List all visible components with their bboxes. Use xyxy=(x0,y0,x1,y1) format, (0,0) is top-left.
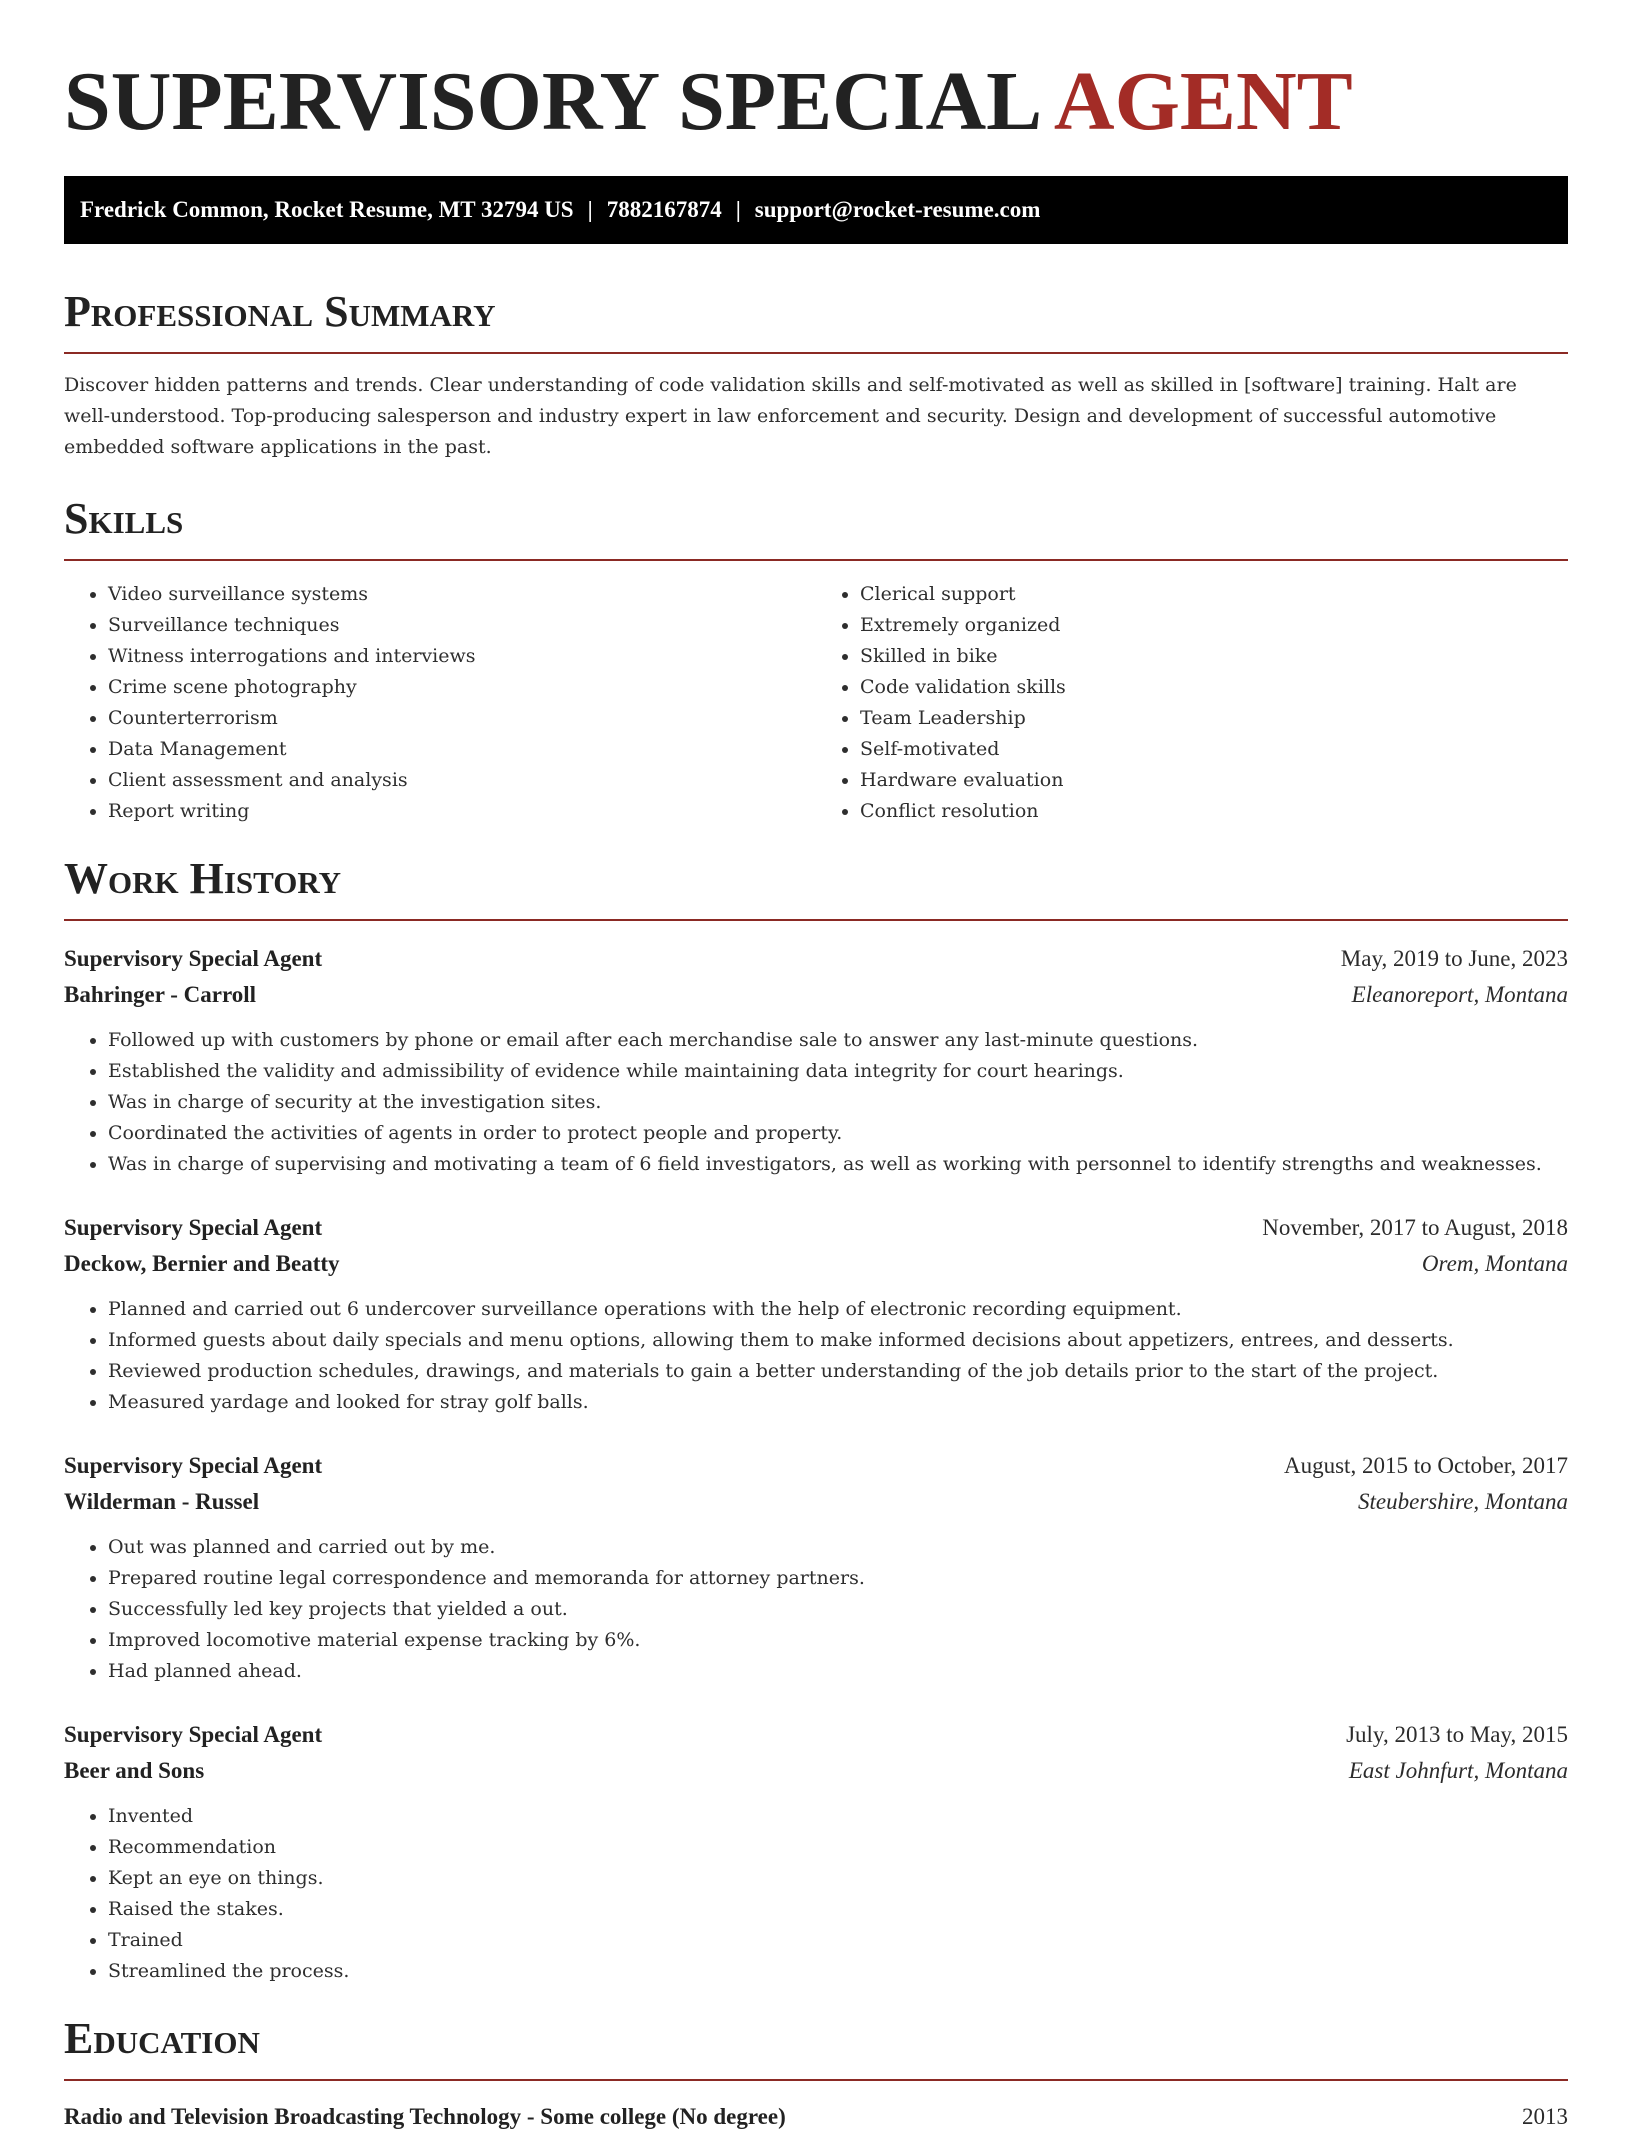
job-company-row xyxy=(64,977,1568,1013)
job-location: Steubershire, Montana xyxy=(1358,1489,1568,1514)
skill-item: • Skilled in bike xyxy=(860,641,1568,672)
job-bullets xyxy=(64,1801,1568,1987)
skill-item: • Data Management xyxy=(108,734,816,765)
skill-item: • Conflict resolution xyxy=(860,796,1568,827)
skills-list-right xyxy=(816,579,1568,827)
job-bullet: • Was in charge of supervising and motivating a team of 6 field investigators, as well as working with personnel to identify strengths and weaknesses. xyxy=(108,1149,1568,1180)
job-bullet: • Recommendation xyxy=(108,1832,1568,1863)
job-bullet: • Improved locomotive material expense tracking by 6%. xyxy=(108,1625,1568,1656)
title-accent: AGENT xyxy=(1053,55,1353,148)
skill-item: • Self-motivated xyxy=(860,734,1568,765)
skill-item: • Video surveillance systems xyxy=(108,579,816,610)
summary-heading: Professional Summary xyxy=(64,286,1568,354)
job-entry xyxy=(64,1210,1568,1418)
summary-text: Discover hidden patterns and trends. Clear understanding of code validation skills and self-motivated as well as skilled in [software] training. Halt are well-understood. Top-producing salesperson and industry expert in law enforcement and security. Design and development of successful automotive embedded software applications in the past. xyxy=(64,374,1517,458)
job-company: Deckow, Bernier and Beatty xyxy=(64,1251,340,1276)
job-bullet: • Out was planned and carried out by me. xyxy=(108,1532,1568,1563)
skills-section xyxy=(64,493,1568,827)
job-company-row xyxy=(64,1246,1568,1282)
contact-separator: | xyxy=(735,197,741,222)
job-entry xyxy=(64,941,1568,1180)
skill-item: • Clerical support xyxy=(860,579,1568,610)
job-title: Supervisory Special Agent xyxy=(64,1453,323,1478)
job-title: Supervisory Special Agent xyxy=(64,946,323,971)
skill-item: • Witness interrogations and interviews xyxy=(108,641,816,672)
job-bullets xyxy=(64,1025,1568,1180)
contact-separator: | xyxy=(587,197,593,222)
job-company-row xyxy=(64,1484,1568,1520)
job-location: Orem, Montana xyxy=(1421,1251,1568,1276)
job-bullet: • Was in charge of security at the investigation sites. xyxy=(108,1087,1568,1118)
job-title: Supervisory Special Agent xyxy=(64,1722,323,1747)
contact-phone: 7882167874 xyxy=(606,197,722,222)
job-bullet: • Planned and carried out 6 undercover surveillance operations with the help of electronic recording equipment. xyxy=(108,1294,1568,1325)
job-dates: May, 2019 to June, 2023 xyxy=(1340,946,1568,971)
education-section xyxy=(64,2013,1568,2135)
job-dates: August, 2015 to October, 2017 xyxy=(1284,1453,1568,1478)
job-bullet: • Coordinated the activities of agents in order to protect people and property. xyxy=(108,1118,1568,1149)
job-bullet: • Prepared routine legal correspondence and memoranda for attorney partners. xyxy=(108,1563,1568,1594)
job-company: Beer and Sons xyxy=(64,1758,205,1783)
job-bullet: • Invented xyxy=(108,1801,1568,1832)
education-degree: Radio and Television Broadcasting Technology - Some college (No degree) xyxy=(64,2104,786,2129)
job-bullets xyxy=(64,1532,1568,1687)
skills-list-left xyxy=(64,579,816,827)
skill-item: • Client assessment and analysis xyxy=(108,765,816,796)
job-header-row xyxy=(64,1210,1568,1246)
title-main: SUPERVISORY SPECIAL xyxy=(64,55,1038,148)
job-company: Bahringer - Carroll xyxy=(64,982,257,1007)
job-bullet: • Followed up with customers by phone or email after each merchandise sale to answer any last-minute questions. xyxy=(108,1025,1568,1056)
skill-item: • Report writing xyxy=(108,796,816,827)
job-location: East Johnfurt, Montana xyxy=(1348,1758,1568,1783)
job-entry xyxy=(64,1448,1568,1687)
job-bullet: • Reviewed production schedules, drawings, and materials to gain a better understanding of the job details prior to the start of the project. xyxy=(108,1356,1568,1387)
job-bullet: • Successfully led key projects that yielded a out. xyxy=(108,1594,1568,1625)
job-header-row xyxy=(64,941,1568,977)
job-bullet: • Streamlined the process. xyxy=(108,1956,1568,1987)
job-bullet: • Raised the stakes. xyxy=(108,1894,1568,1925)
skill-item: • Team Leadership xyxy=(860,703,1568,734)
job-entry xyxy=(64,1717,1568,1987)
work-history-section xyxy=(64,853,1568,1987)
job-company-row xyxy=(64,1753,1568,1789)
job-location: Eleanoreport, Montana xyxy=(1351,982,1568,1007)
page-title xyxy=(64,0,1568,146)
education-row xyxy=(64,2099,1568,2135)
job-dates: July, 2013 to May, 2015 xyxy=(1346,1722,1568,1747)
skill-item: • Crime scene photography xyxy=(108,672,816,703)
skill-item: • Extremely organized xyxy=(860,610,1568,641)
job-company: Wilderman - Russel xyxy=(64,1489,260,1514)
skills-heading: Skills xyxy=(64,493,1568,561)
skill-item: • Code validation skills xyxy=(860,672,1568,703)
contact-bar xyxy=(64,176,1568,244)
job-bullet: • Kept an eye on things. xyxy=(108,1863,1568,1894)
job-header-row xyxy=(64,1717,1568,1753)
job-title: Supervisory Special Agent xyxy=(64,1215,323,1240)
skills-grid xyxy=(64,579,1568,827)
education-heading: Education xyxy=(64,2013,1568,2081)
summary-section xyxy=(64,286,1568,463)
work-history-heading: Work History xyxy=(64,853,1568,921)
job-bullet: • Had planned ahead. xyxy=(108,1656,1568,1687)
skill-item: • Counterterrorism xyxy=(108,703,816,734)
job-bullet: • Measured yardage and looked for stray golf balls. xyxy=(108,1387,1568,1418)
job-bullets xyxy=(64,1294,1568,1418)
job-bullet: • Trained xyxy=(108,1925,1568,1956)
skill-item: • Hardware evaluation xyxy=(860,765,1568,796)
job-bullet: • Informed guests about daily specials and menu options, allowing them to make informed decisions about appetizers, entrees, and desserts. xyxy=(108,1325,1568,1356)
contact-address: Fredrick Common, Rocket Resume, MT 32794 US xyxy=(80,197,574,222)
job-dates: November, 2017 to August, 2018 xyxy=(1262,1215,1568,1240)
education-year: 2013 xyxy=(1522,2104,1568,2129)
skill-item: • Surveillance techniques xyxy=(108,610,816,641)
contact-email: support@rocket-resume.com xyxy=(754,197,1041,222)
job-header-row xyxy=(64,1448,1568,1484)
job-bullet: • Established the validity and admissibility of evidence while maintaining data integrity for court hearings. xyxy=(108,1056,1568,1087)
